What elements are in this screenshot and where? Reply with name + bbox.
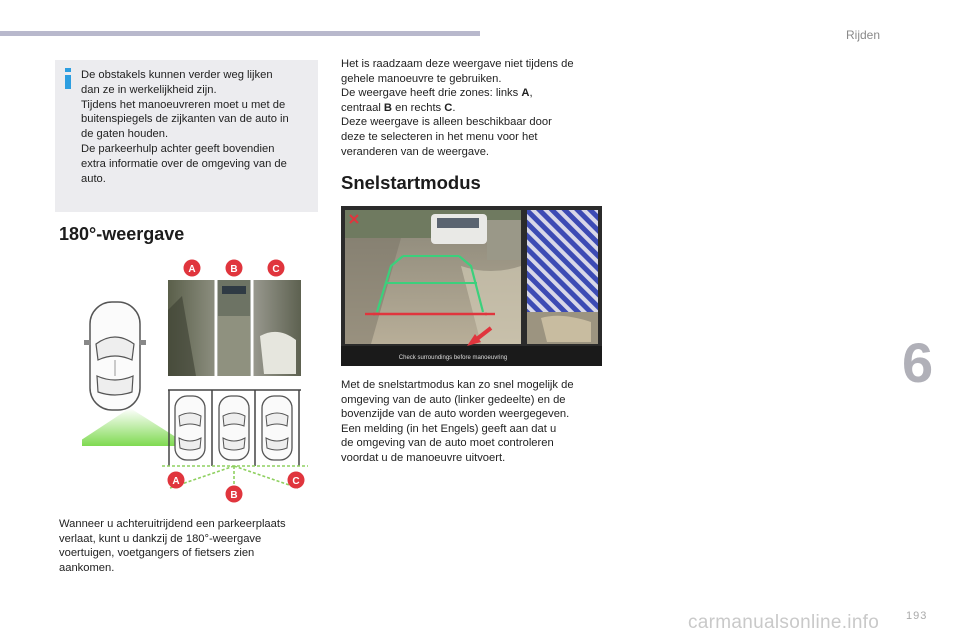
heading-180-view: 180°-weergave [59,224,185,244]
heading-quick-start: Snelstartmodus [341,172,481,193]
parked-car-icon [219,396,249,460]
svg-text:A: A [172,476,180,487]
illustration-180-view [82,256,318,506]
info-icon [65,68,71,88]
parked-car-icon [175,396,205,460]
svg-text:B: B [230,264,238,275]
text-view-zones: Het is raadzaam deze weergave niet tijdens de gehele manoeuvre te gebruiken. De weergave heeft drie zones: links A, centraal B en rechts C. Deze weergave is alleen beschikbaar door deze te selecteren in het menu voor het veranderen van de weergave. [341,58,574,158]
svg-text:C: C [272,264,280,275]
quick-start-screen [341,206,602,366]
camera-split-view [168,280,301,376]
svg-text:C: C [292,476,300,487]
header-rule [0,31,480,36]
zone-letter-c: C [444,101,453,114]
zone-letter-a: A [521,87,530,100]
zone-marker-c-top [268,260,285,277]
zone-marker-a-bottom [168,472,185,489]
parked-car-icon [262,396,292,460]
chapter-number: 6 [902,331,934,394]
rear-camera-image [345,210,521,344]
section-title: Rijden [846,28,881,42]
screen-message: Check surroundings before manoeuvring [398,355,508,361]
parking-lot-diagram [162,390,308,488]
svg-text:B: B [230,490,238,501]
zone-marker-b-top [226,260,243,277]
text-quick-start: Met de snelstartmodus kan zo snel mogelijk de omgeving van de auto (linker gedeelte) en de bovenzijde van de auto worden weergegeven. Een melding (in het Engels) geeft aan dat u de omgeving van de auto moet controleren voordat u de manoeuvre uitvoert. [341,379,574,464]
info-note [55,60,318,212]
zone-letter-b: B [383,101,393,114]
zone-marker-a-top [184,260,201,277]
text-180-view: Wanneer u achteruitrijdend een parkeerplaats verlaat, kunt u dankzij de 180°-weergave voertuigen, voetgangers of fietsers zien aankomen. [59,518,286,574]
page-number: 193 [906,610,928,622]
zone-marker-b-bottom [226,486,243,503]
car-top-view-icon [84,302,146,410]
camera-field-glow [82,408,190,446]
info-note-text: De obstakels kunnen verder weg lijken dan ze in werkelijkheid zijn. Tijdens het manoeuvreren moet u met de buitenspiegels de zijkanten van de auto in de gaten houden. De parkeerhulp achter geeft bovendien extra informatie over de omgeving van de auto. [81,69,289,185]
svg-text:A: A [188,264,196,275]
top-view-panel [527,210,598,344]
watermark: carmanualsonline.info [688,612,880,633]
zone-marker-c-bottom [288,472,305,489]
